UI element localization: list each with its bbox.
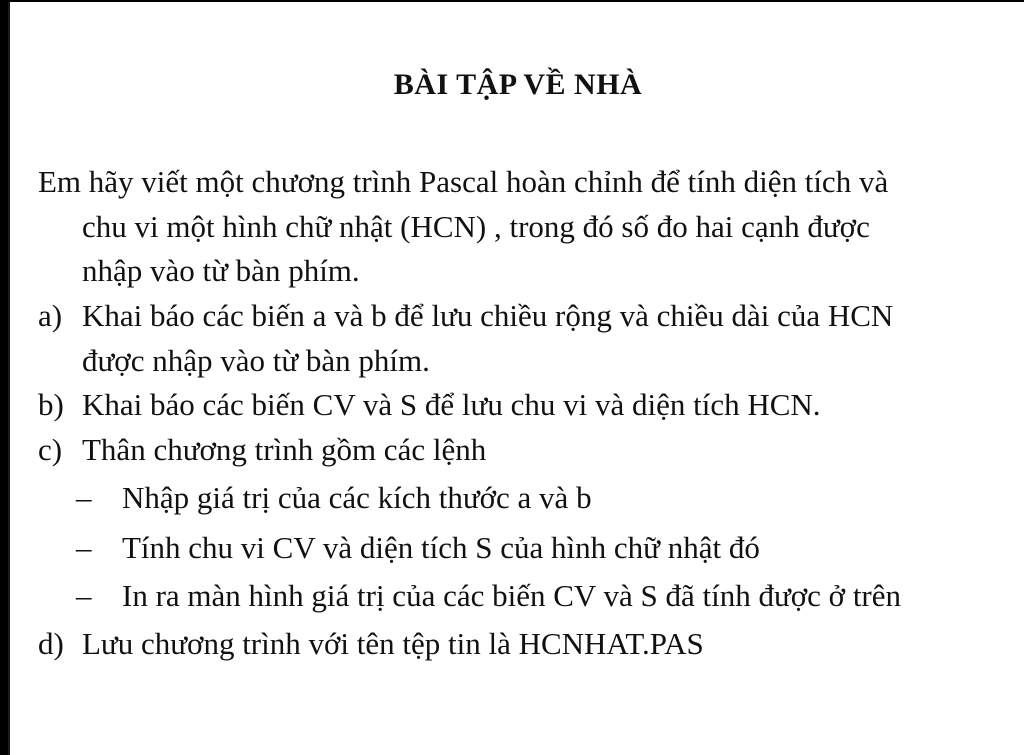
intro-paragraph [38,160,888,294]
dash-bullet: – [76,530,92,565]
list-item-text: Thân chương trình gồm các lệnh [82,432,487,467]
list-item-c [38,428,486,473]
sub-list-item-text: In ra màn hình giá trị của các biến CV và S đã tính được ở trên [122,578,902,613]
list-item-text: được nhập vào từ bàn phím. [82,342,430,378]
list-item-d [38,622,704,667]
page-title: BÀI TẬP VỀ NHÀ [393,68,643,101]
list-marker: a) [38,298,63,333]
list-item-a [38,294,893,383]
list-marker: b) [38,387,64,422]
list-marker: d) [38,626,64,661]
list-item-text: Lưu chương trình với tên tệp tin là HCNHAT.PAS [82,626,704,661]
list-item-text: Khai báo các biến a và b để lưu chiều rộng và chiều dài của HCN [82,298,894,333]
sub-list-item [76,574,901,619]
sub-list-item-text: Nhập giá trị của các kích thước a và b [122,480,592,515]
sub-list-item-text: Tính chu vi CV và diện tích S của hình chữ nhật đó [122,530,760,565]
intro-line: nhập vào từ bàn phím. [82,253,360,288]
dash-bullet: – [76,578,92,613]
intro-line: chu vi một hình chữ nhật (HCN) , trong đó số đo hai cạnh được [82,208,870,244]
sub-list-item [76,526,760,571]
list-item-text: Khai báo các biến CV và S để lưu chu vi và diện tích HCN. [82,387,821,422]
list-item-b [38,383,821,428]
sub-list-item [76,476,592,521]
document-page [8,2,1024,755]
intro-line: Em hãy viết một chương trình Pascal hoàn chỉnh để tính diện tích và [38,164,889,199]
dash-bullet: – [76,480,92,515]
list-marker: c) [38,432,63,467]
